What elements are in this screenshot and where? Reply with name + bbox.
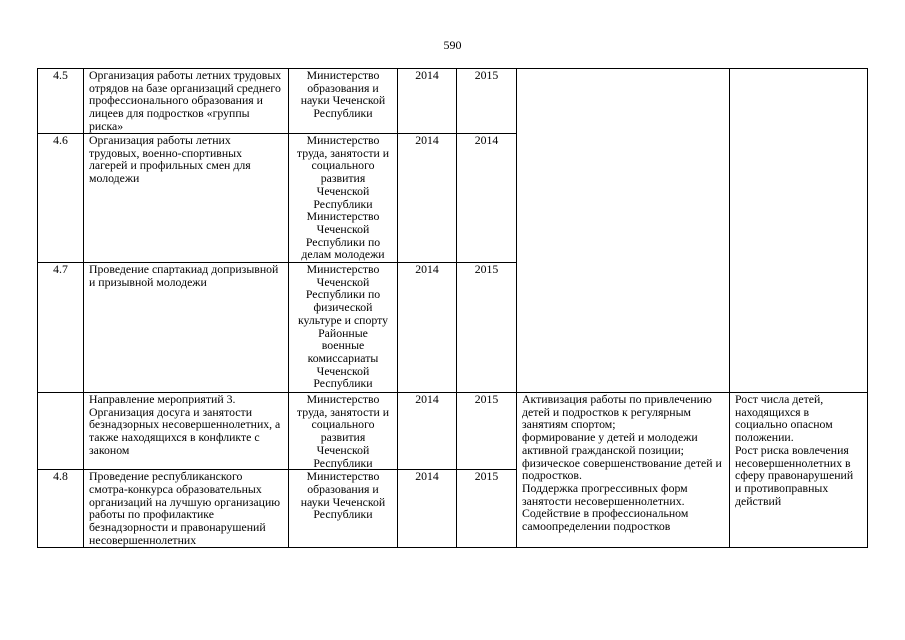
item-number: 4.7 [38, 263, 84, 393]
risk-cell-empty [730, 69, 868, 393]
direction-description: Направление мероприятий 3. Организация досуга и занятости безнадзорных несовершеннолетних, а также находящихся в конфликте с законом [84, 393, 289, 470]
activity-description: Организация работы летних трудовых отрядов на базе организаций среднего профессионального образования и лицеев для подростков «группы риска» [84, 69, 289, 134]
expected-result: Активизация работы по привлечению детей и подростков к регулярным занятиям спортом; формирование у детей и молодежи активной гражданской позиции; физическое совершенствование детей и подростков. Поддержка прогрессивных форм занятости несовершеннолетних. Содействие в профессиональном самоопределении подростков [517, 393, 730, 548]
activity-description: Проведение республиканского смотра-конкурса образовательных организаций на лучшую организацию работы по профилактике безнадзорности и правонарушений несовершеннолетних [84, 470, 289, 548]
start-year: 2014 [398, 263, 457, 393]
start-year: 2014 [398, 393, 457, 470]
measures-table [37, 68, 868, 548]
expected-result-cell-empty [517, 69, 730, 393]
responsible-executor: Министерство образования и науки Чеченской Республики [289, 69, 398, 134]
responsible-executor: Министерство образования и науки Чеченской Республики [289, 470, 398, 548]
risk-description: Рост числа детей, находящихся в социально опасном положении. Рост риска вовлечения несовершеннолетних в сферу правонарушений и противоправных действий [730, 393, 868, 548]
page-number: 590 [443, 38, 462, 52]
start-year: 2014 [398, 69, 457, 134]
activity-description: Проведение спартакиад допризывной и призывной молодежи [84, 263, 289, 393]
item-number-empty [38, 393, 84, 470]
activity-description: Организация работы летних трудовых, военно-спортивных лагерей и профильных смен для молодежи [84, 134, 289, 263]
item-number: 4.5 [38, 69, 84, 134]
end-year: 2015 [457, 263, 517, 393]
table-row [38, 69, 868, 134]
start-year: 2014 [398, 470, 457, 548]
table-row-direction-heading [38, 393, 868, 470]
responsible-executor: Министерство труда, занятости и социального развития Чеченской Республики Министерство Чеченской Республики по делам молодежи [289, 134, 398, 263]
start-year: 2014 [398, 134, 457, 263]
item-number: 4.8 [38, 470, 84, 548]
item-number: 4.6 [38, 134, 84, 263]
responsible-executor: Министерство Чеченской Республики по физической культуре и спорту Районные военные комиссариаты Чеченской Республики [289, 263, 398, 393]
responsible-executor: Министерство труда, занятости и социального развития Чеченской Республики [289, 393, 398, 470]
end-year: 2014 [457, 134, 517, 263]
end-year: 2015 [457, 470, 517, 548]
end-year: 2015 [457, 69, 517, 134]
end-year: 2015 [457, 393, 517, 470]
